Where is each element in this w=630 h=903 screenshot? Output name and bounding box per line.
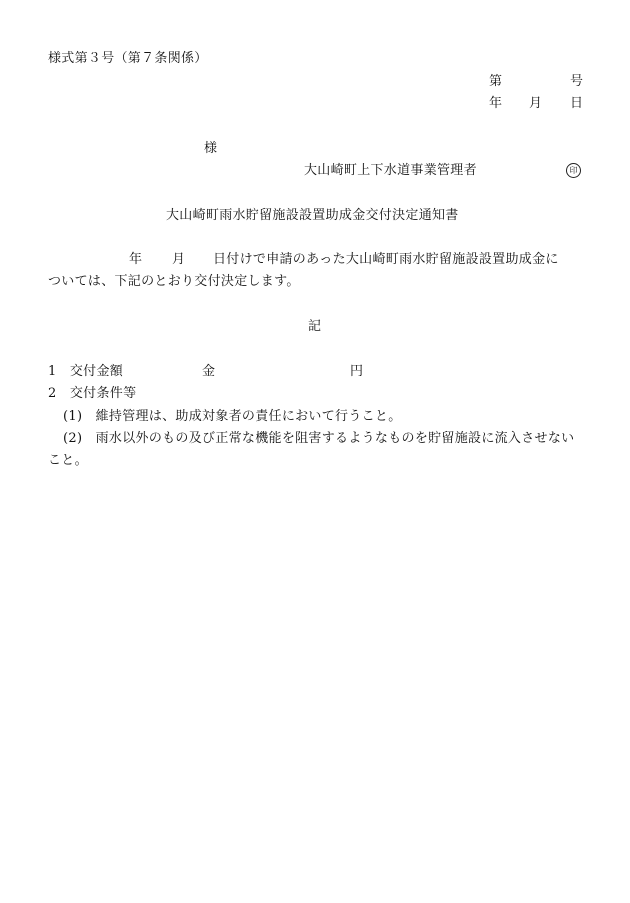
- ki-heading: 記: [308, 319, 322, 334]
- condition-1: (1) 維持管理は、助成対象者の責任において行うこと。: [63, 409, 402, 424]
- condition-2-line-1: (2) 雨水以外のもの及び正常な機能を阻害するようなものを貯留施設に流入させない: [63, 431, 575, 446]
- item1-kin: 金: [202, 364, 216, 379]
- document-title: 大山崎町雨水貯留施設設置助成金交付決定通知書: [166, 208, 459, 223]
- item2-label: 2 交付条件等: [48, 386, 137, 401]
- form-number: 様式第３号（第７条関係）: [48, 51, 208, 66]
- date-year: 年: [489, 96, 503, 111]
- body-year: 年: [129, 252, 143, 267]
- body-line-2: ついては、下記のとおり交付決定します。: [48, 274, 300, 289]
- doc-number-prefix: 第: [489, 74, 503, 89]
- recipient-honorific: 様: [204, 141, 218, 156]
- body-line-1: 日付けで申請のあった大山崎町雨水貯留施設設置助成金に: [213, 252, 559, 267]
- date-month: 月: [529, 96, 543, 111]
- body-month: 月: [172, 252, 186, 267]
- item1-label: 1 交付金額: [48, 364, 124, 379]
- item1-yen: 円: [350, 364, 364, 379]
- issuer-name: 大山崎町上下水道事業管理者: [304, 163, 477, 178]
- date-day: 日: [570, 96, 584, 111]
- condition-2-line-2: こと。: [48, 453, 88, 468]
- seal-mark: 印: [566, 163, 581, 178]
- doc-number-suffix: 号: [570, 74, 584, 89]
